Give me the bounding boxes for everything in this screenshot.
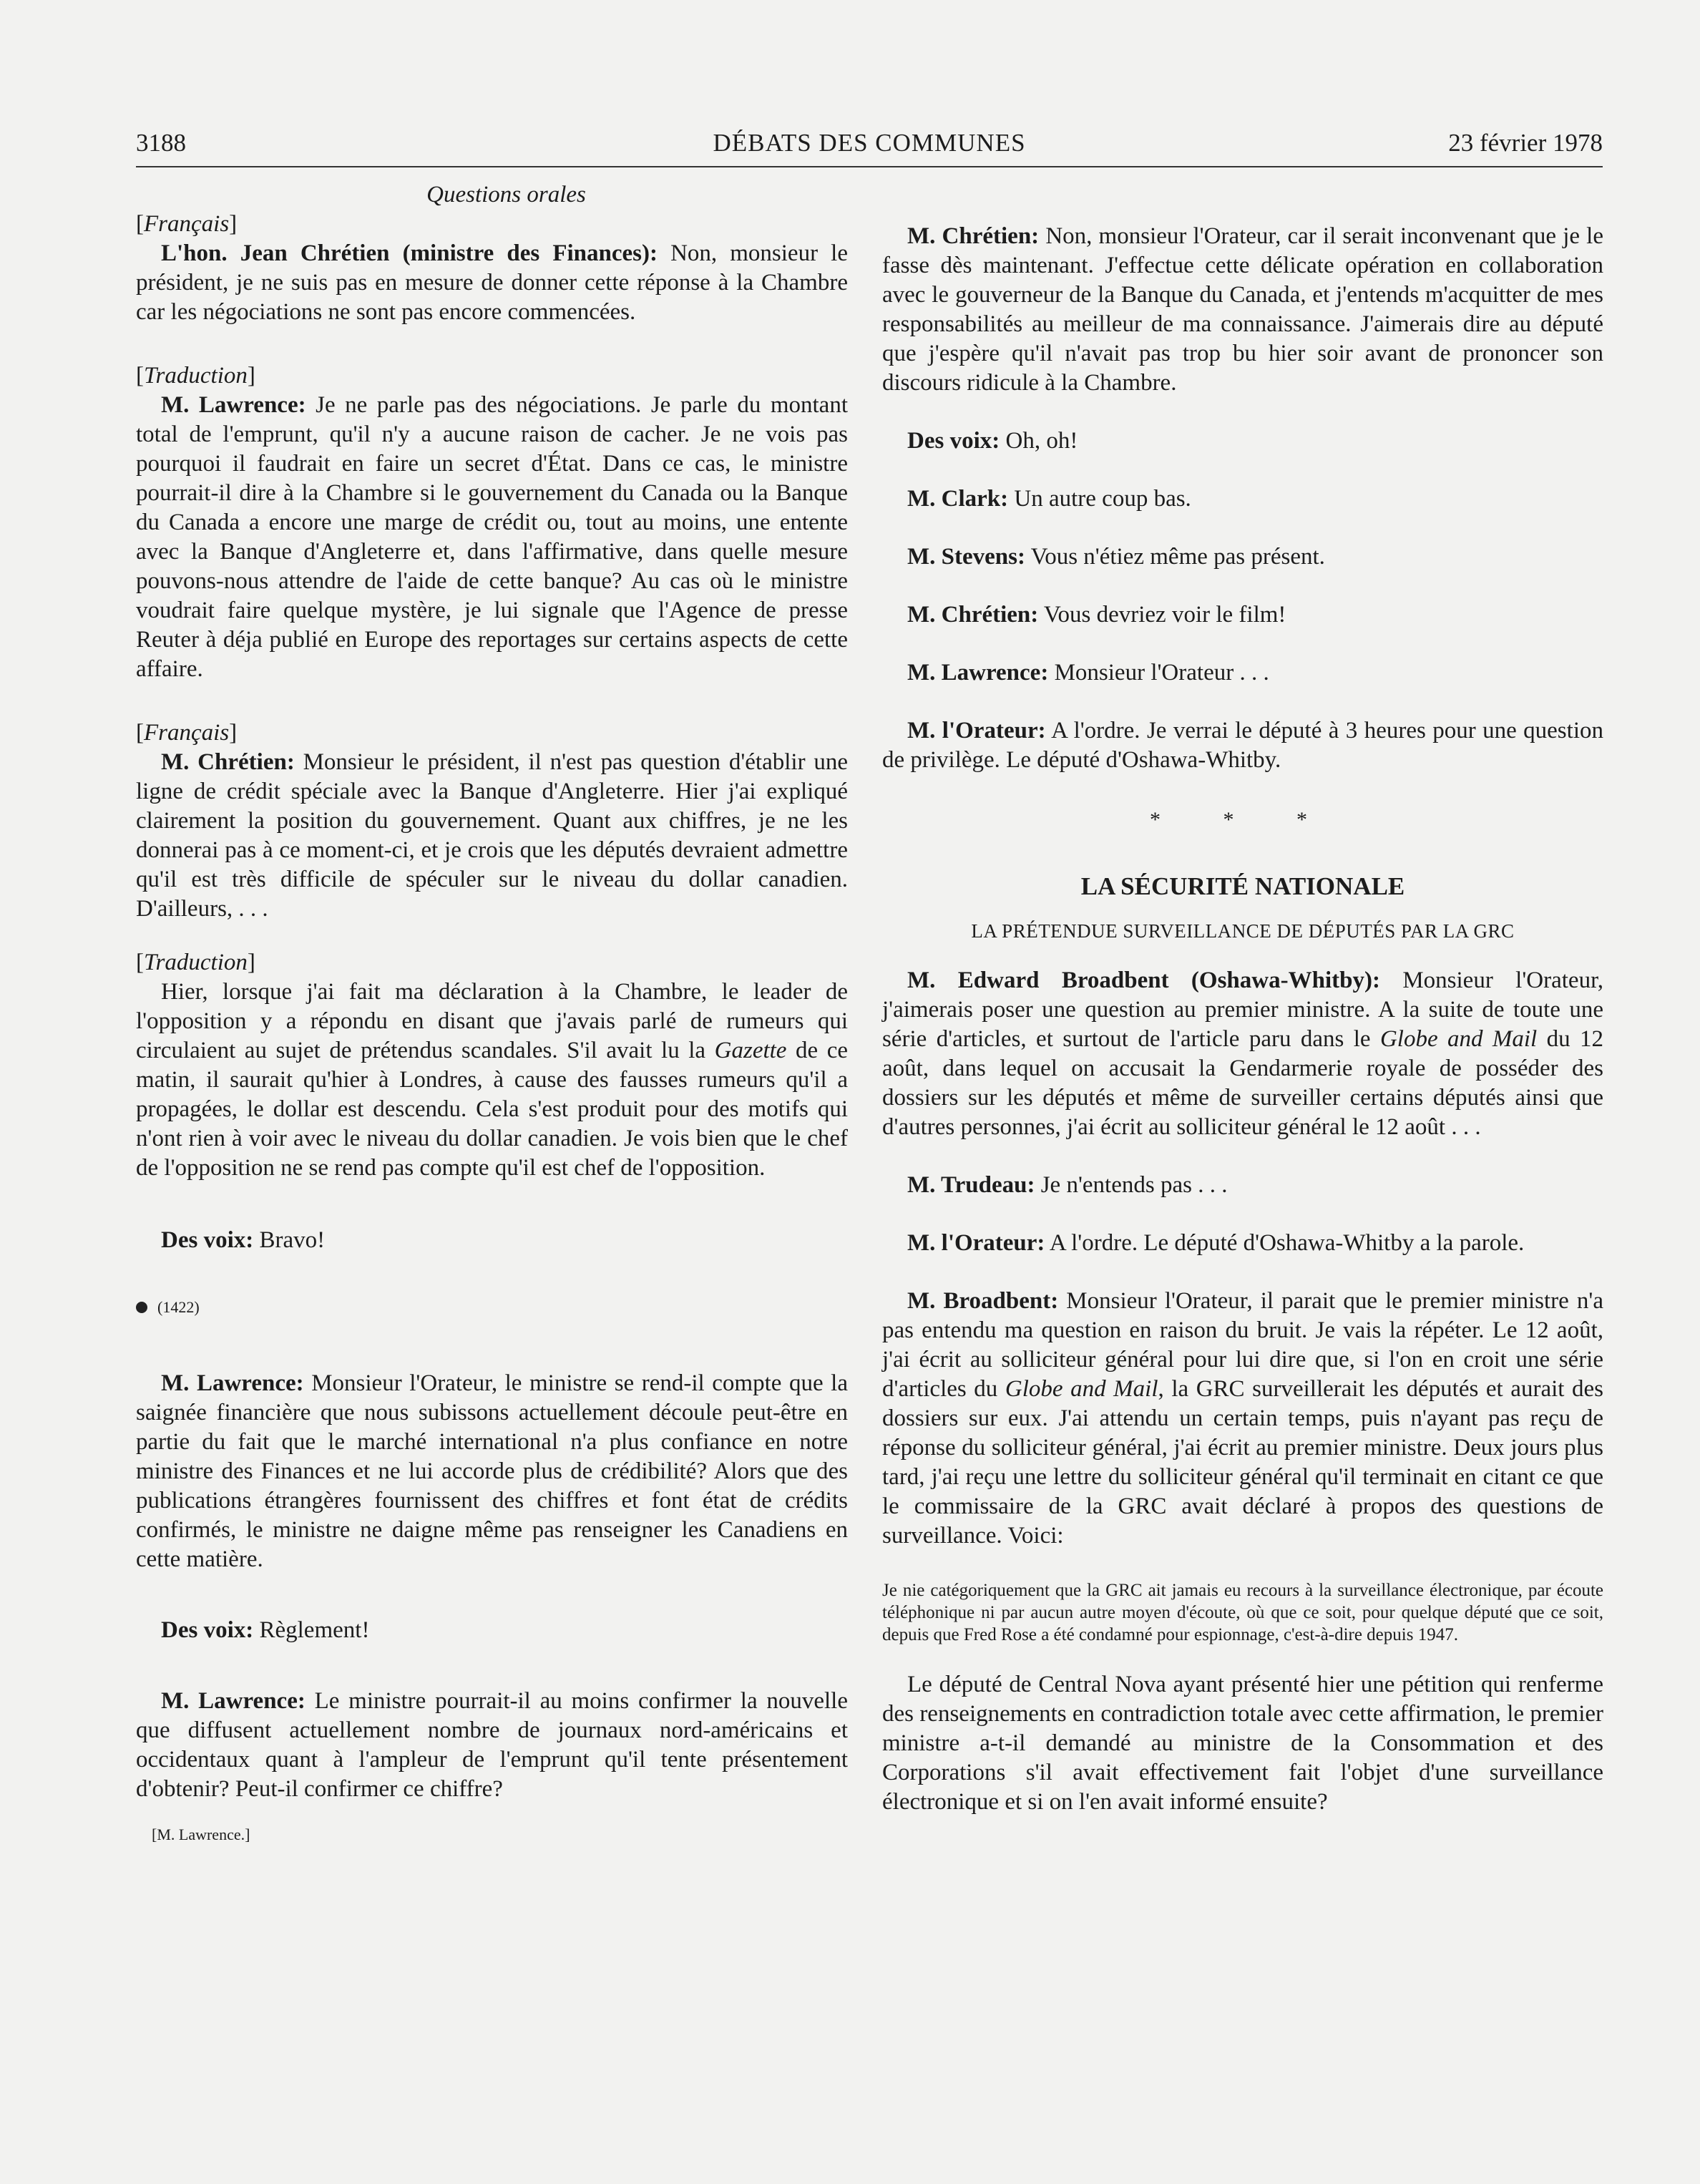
running-header — [136, 129, 1603, 167]
speech-paragraph: M. Stevens: Vous n'étiez même pas présent. — [907, 544, 1325, 570]
speech-paragraph: M. Chrétien: Monsieur le président, il n'est pas question d'établir une ligne de crédit spéciale avec la Banque d'Angleterre. Hier j'ai expliqué clairement la position du gouvernement. Quant aux chiffres, je ne les donnerai pas à ce moment-ci, et je crois que les députés devraient admettre qu'il est très difficile de spéculer sur le niveau du dollar canadien. D'ailleurs, . . . — [136, 749, 848, 922]
speech-paragraph: M. Lawrence: Le ministre pourrait-il au moins confirmer la nouvelle que diffusent actuellement nombre de journaux nord-américains et occidentaux quant à l'ampleur de l'emprunt qu'il tente présentement d'obtenir? Peut-il confirmer ce chiffre? — [136, 1688, 849, 1802]
bullet-icon — [136, 1302, 147, 1313]
speaker-name: M. Broadbent: — [907, 1288, 1059, 1314]
time-marker: (1422) — [136, 1292, 848, 1322]
speech-paragraph: M. Edward Broadbent (Oshawa-Whitby): Monsieur l'Orateur, j'aimerais poser une question au premier ministre. A la suite de toute une série d'articles, et surtout de l'article paru dans le Globe and Mail du 12 août, dans lequel on accusait la Gendarmerie royale de posséder des dossiers sur les députés et même de surveiller certains députés ainsi que d'autres personnes, j'ai écrit au solliciteur général le 12 août . . . — [882, 967, 1603, 1140]
speaker-name: Des voix: — [161, 1227, 254, 1253]
language-marker: [Traduction] — [136, 950, 255, 975]
speaker-name: M. Edward Broadbent (Oshawa-Whitby): — [907, 967, 1380, 993]
speaker-name: M. Lawrence: — [907, 660, 1049, 686]
quoted-statement: Je nie catégoriquement que la GRC ait jamais eu recours à la surveillance électronique, par écoute téléphonique ni par aucun autre moyen d'écoute, où que ce soit, pour quelque député que ce soit, depuis que Fred Rose a été condamné pour espionnage, c'est-à-dire depuis 1947. — [882, 1581, 1603, 1644]
speech-paragraph: M. l'Orateur: A l'ordre. Le député d'Oshawa-Whitby a la parole. — [907, 1230, 1525, 1256]
speaker-name: Des voix: — [907, 428, 1000, 454]
right-column — [882, 222, 1603, 1817]
speech-paragraph: M. Lawrence: Monsieur l'Orateur, le ministre se rend-il compte que la saignée financière que nous subissons actuellement découle peut-être en partie du fait que le marché international n'a plus confiance en notre ministre des Finances et ne lui accorde plus de crédibilité? Alors que des publications étrangères fournissent des chiffres et font état de crédits confirmés, le ministre ne daigne même pas renseigner les Canadiens en cette matière. — [136, 1370, 848, 1572]
speaker-name: M. Stevens: — [907, 544, 1025, 570]
speech-paragraph: M. Lawrence: Monsieur l'Orateur . . . — [907, 660, 1269, 686]
speech-paragraph: Des voix: Bravo! — [161, 1227, 326, 1253]
speech-paragraph: Des voix: Règlement! — [161, 1617, 370, 1643]
section-subtitle: LA PRÉTENDUE SURVEILLANCE DE DÉPUTÉS PAR LA GRC — [971, 920, 1515, 942]
speech-paragraph: M. Clark: Un autre coup bas. — [907, 486, 1191, 512]
speech-paragraph: M. Broadbent: Monsieur l'Orateur, il parait que le premier ministre n'a pas entendu ma question en raison du bruit. Je vais la répéter. Le 12 août, j'ai écrit au solliciteur général pour lui dire que, si l'on en croit une série d'articles du Globe and Mail, la GRC surveillerait les députés et aurait des dossiers sur eux. J'ai attendu un certain temps, puis n'ayant pas reçu de réponse du solliciteur général, j'ai écrit au premier ministre. Deux jours plus tard, j'ai reçu une lettre du solliciteur général qu'il terminait en citant ce que le commissaire de la GRC avait déclaré à propos des questions de surveillance. Voici: — [882, 1288, 1603, 1549]
issue-date: 23 février 1978 — [1448, 129, 1603, 157]
speaker-name: M. Chrétien: — [907, 602, 1039, 628]
speaker-name: M. Chrétien: — [907, 223, 1040, 249]
section-heading: Questions orales — [426, 182, 586, 208]
speech-paragraph: M. Chrétien: Non, monsieur l'Orateur, car il serait inconvenant que je le fasse dès maintenant. J'effectue cette délicate opération en collaboration avec le gouverneur de la Banque du Canada, et j'entends m'acquitter de mes responsabilités au meilleur de ma connaissance. J'aimerais dire au député que j'espère qu'il n'avait pas trop bu hier soir avant de prononcer son discours ridicule à la Chambre. — [882, 223, 1603, 396]
speech-paragraph: L'hon. Jean Chrétien (ministre des Finances): Non, monsieur le président, je ne suis pas en mesure de donner cette réponse à la Chambre car les négociations ne sont pas encore commencées. — [136, 240, 848, 325]
speech-paragraph: Le député de Central Nova ayant présenté hier une pétition qui renferme des renseignements en contradiction totale avec cette affirmation, le premier ministre a-t-il demandé au ministre de la Consommation et des Corporations s'il avait effectivement fait l'objet d'une surveillance électronique et si on l'en avait informé ensuite? — [882, 1672, 1603, 1815]
speaker-name: M. l'Orateur: — [907, 1230, 1045, 1256]
speech-paragraph: Hier, lorsque j'ai fait ma déclaration à la Chambre, le leader de l'opposition y a répondu en disant que j'avais parlé de rumeurs qui circulaient au sujet de prétendus scandales. S'il avait lu la Gazette de ce matin, il saurait qu'hier à Londres, à cause des fausses rumeurs qu'il a propagées, le dollar est descendu. Cela s'est produit pour des motifs qui n'ont rien à voir avec le niveau du dollar canadien. Je vois bien que le chef de l'opposition ne se rend pas compte qu'il est chef de l'opposition. — [136, 979, 848, 1181]
language-marker: [Français] — [136, 720, 238, 746]
speech-paragraph: M. l'Orateur: A l'ordre. Je verrai le député à 3 heures pour une question de privilège. Le député d'Oshawa-Whitby. — [882, 718, 1603, 773]
speaker-name: M. Chrétien: — [161, 749, 295, 775]
speech-paragraph: Des voix: Oh, oh! — [907, 428, 1078, 454]
speaker-name: M. Lawrence: — [161, 1370, 304, 1396]
speech-paragraph: M. Chrétien: Vous devriez voir le film! — [907, 602, 1286, 628]
speaker-name: M. Trudeau: — [907, 1172, 1035, 1198]
page-number: 3188 — [136, 129, 186, 157]
left-column — [136, 180, 848, 1849]
speaker-name: Des voix: — [161, 1617, 254, 1643]
speaker-footnote: [M. Lawrence.] — [152, 1825, 250, 1843]
speech-paragraph: M. Lawrence: Je ne parle pas des négociations. Je parle du montant total de l'emprunt, qu'il n'y a aucune raison de cacher. Je ne vois pas pourquoi il faudrait en faire un secret d'État. Dans ce cas, le ministre pourrait-il dire à la Chambre si le gouvernement du Canada ou la Banque du Canada a encore une marge de crédit ou, tout au moins, une entente avec la Banque d'Angleterre et, dans l'affirmative, dans quelle mesure pouvons-nous attendre de l'aide de cette banque? Au cas où le ministre voudrait faire quelque mystère, je lui signale que l'Agence de presse Reuter à déja publié en Europe des reportages sur certains aspects de cette affaire. — [136, 392, 848, 682]
language-marker: [Traduction] — [136, 363, 255, 389]
speech-paragraph: M. Trudeau: Je n'entends pas . . . — [907, 1172, 1228, 1198]
speaker-name: M. Lawrence: — [161, 1688, 306, 1714]
speaker-name: M. Clark: — [907, 486, 1009, 512]
section-separator: * * * — [1150, 808, 1336, 832]
section-title: LA SÉCURITÉ NATIONALE — [1080, 872, 1405, 900]
publication-title: DÉBATS DES COMMUNES — [713, 129, 1026, 157]
speaker-name: L'hon. Jean Chrétien (ministre des Finances): — [161, 240, 658, 266]
speaker-name: M. Lawrence: — [161, 392, 306, 418]
language-marker: [Français] — [136, 211, 238, 237]
speaker-name: M. l'Orateur: — [907, 718, 1046, 744]
